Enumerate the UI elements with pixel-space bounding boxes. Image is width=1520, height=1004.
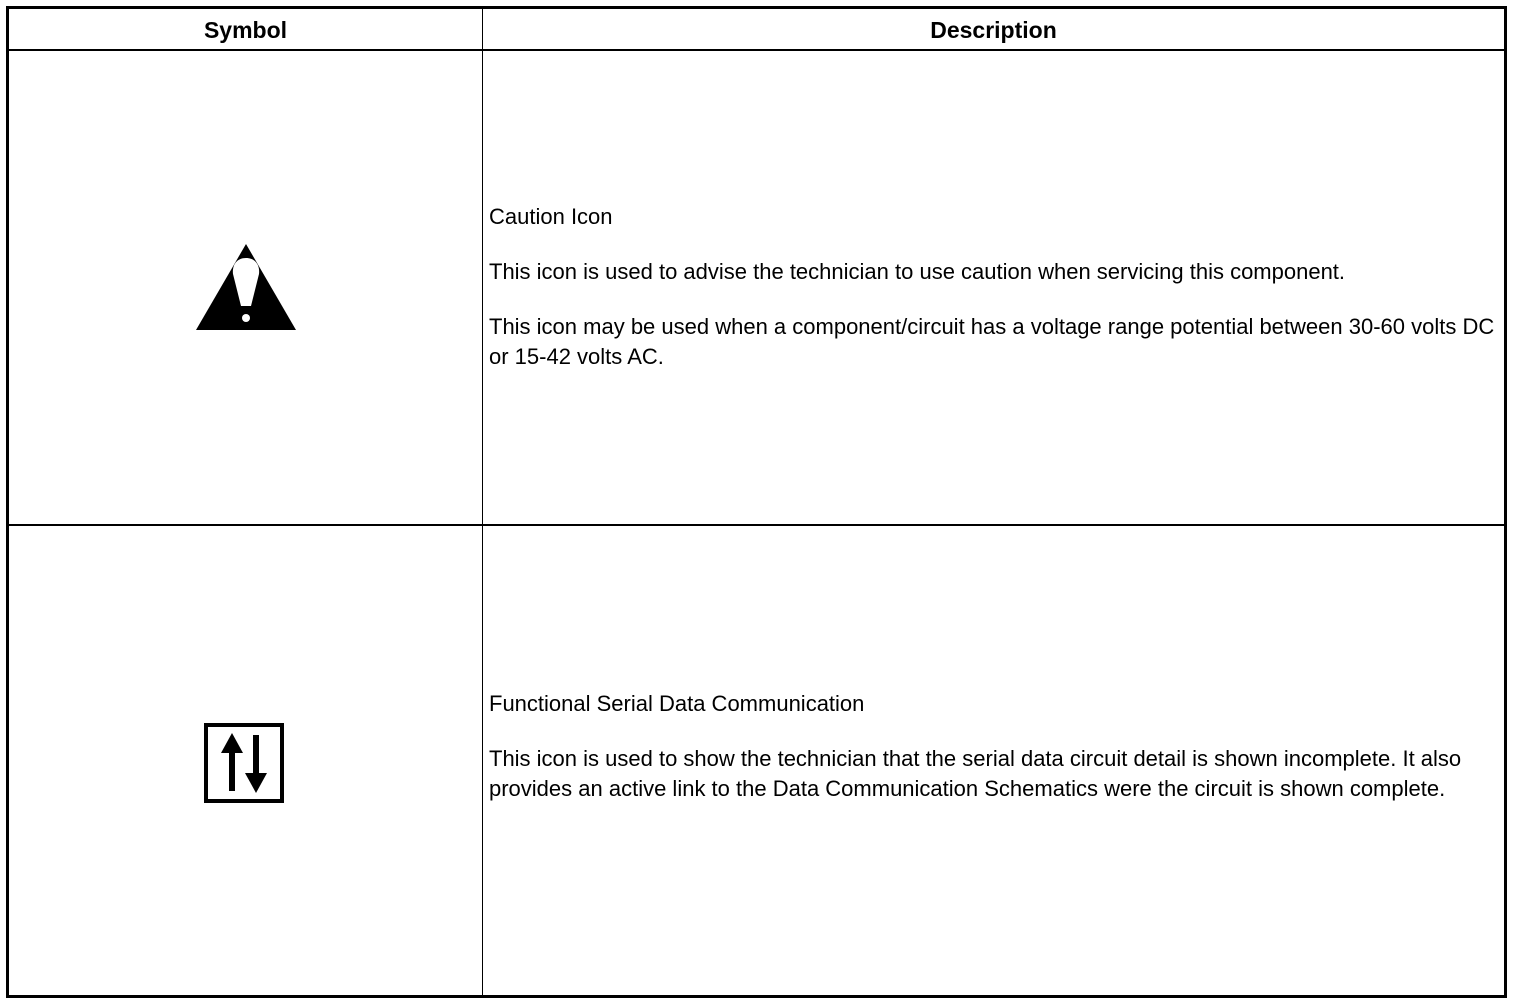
symbol-table <box>6 6 1507 998</box>
serial-data-title: Functional Serial Data Communication <box>489 691 865 716</box>
caution-paragraph-1: This icon is used to advise the technician to use caution when servicing this component. <box>489 259 1346 284</box>
symbol-column-header: Symbol <box>203 17 288 43</box>
caution-symbol-cell <box>9 51 482 524</box>
serial-data-paragraph-1: This icon is used to show the technician that the serial data circuit detail is shown incomplete. It also provides an active link to the Data Communication Schematics were the circuit is shown complete. <box>489 746 1462 801</box>
serial-data-arrows-icon <box>204 723 284 803</box>
caution-triangle-icon <box>196 244 296 332</box>
serial-data-description-cell <box>489 689 1499 829</box>
caution-paragraph-2: This icon may be used when a component/circuit has a voltage range potential between 30-60 volts DC or 15-42 volts AC. <box>489 314 1495 369</box>
caution-title: Caution Icon <box>489 204 613 229</box>
serial-data-symbol-cell <box>9 526 482 995</box>
description-column-header: Description <box>930 17 1057 43</box>
caution-description-cell <box>489 202 1499 397</box>
column-divider <box>482 9 483 995</box>
